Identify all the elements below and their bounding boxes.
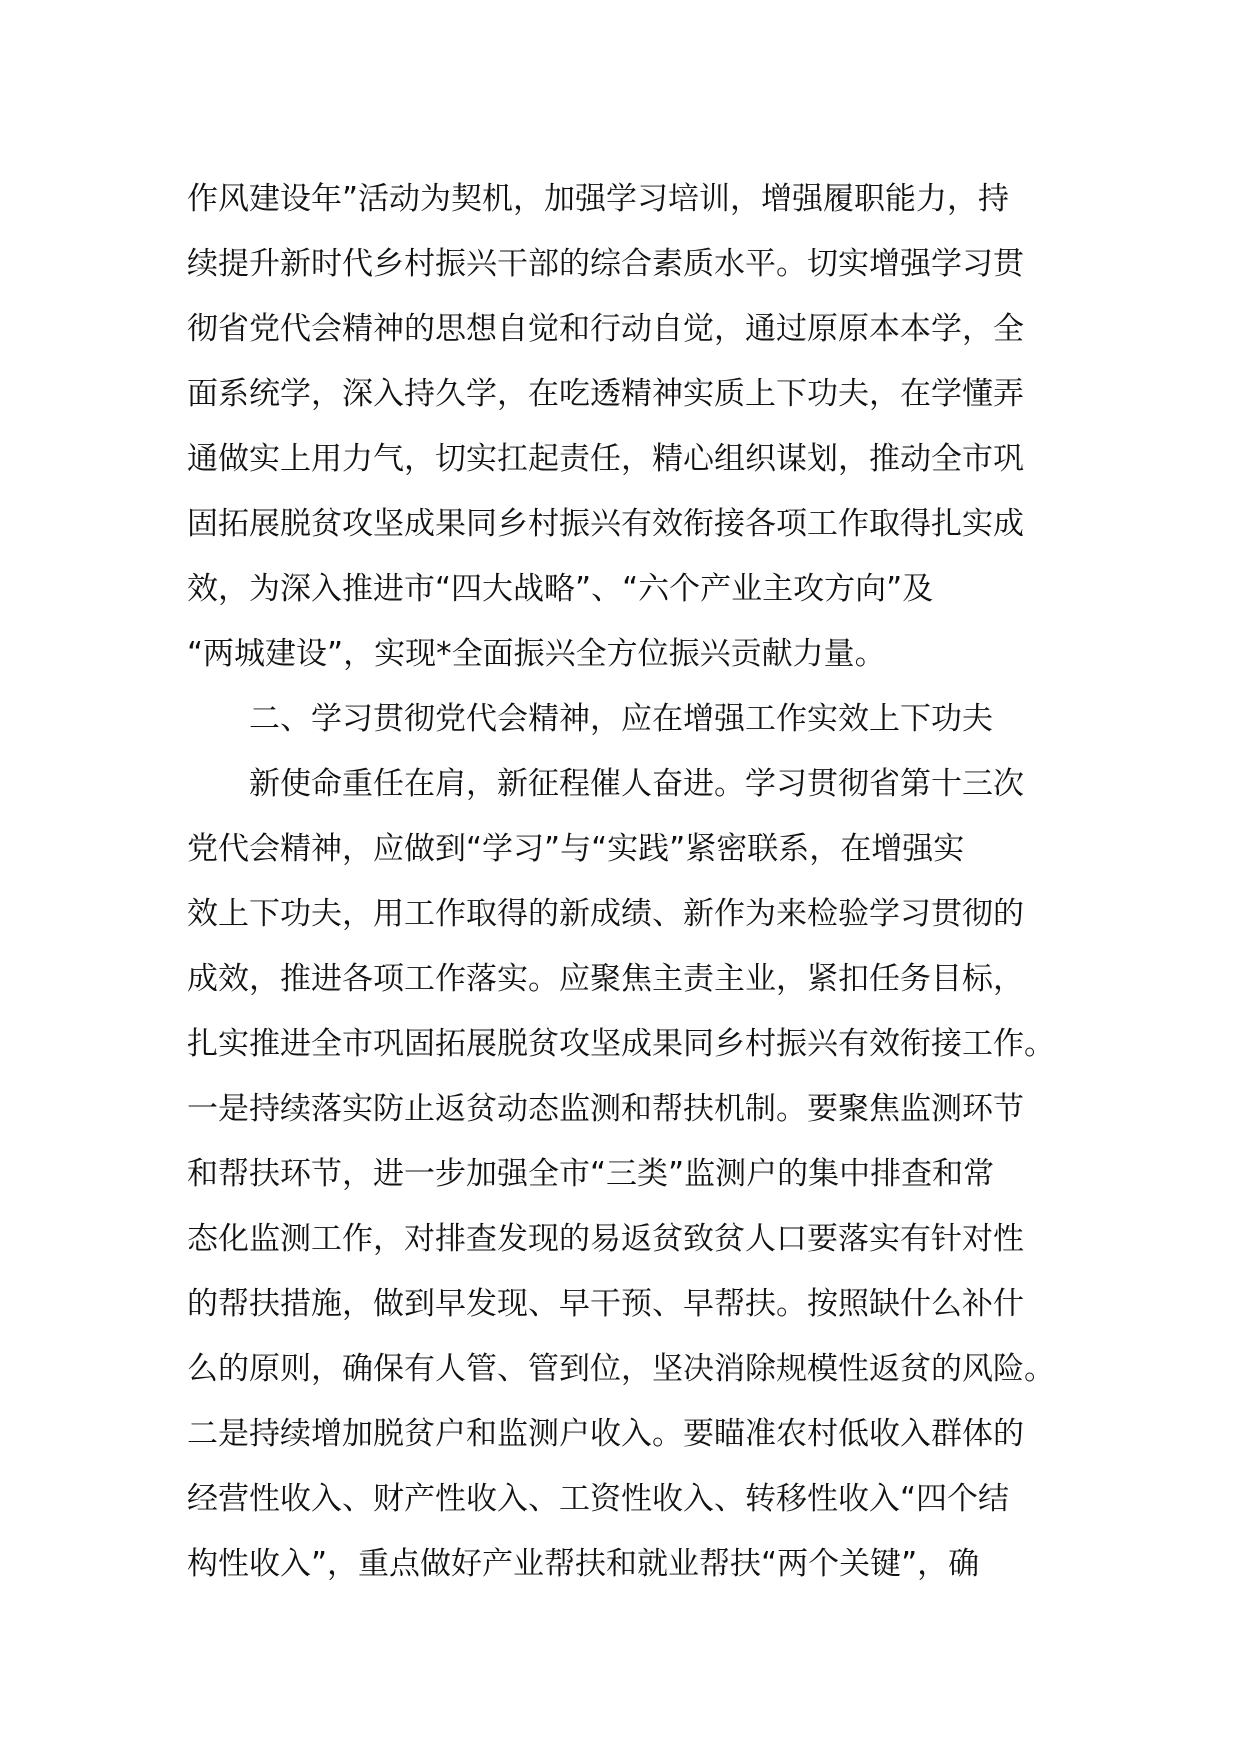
text-line: 效，为深入推进市“四大战略”、“六个产业主攻方向”及 — [187, 571, 934, 607]
text-line: 作风建设年”活动为契机，加强学习培训，增强履职能力，持 — [187, 181, 1010, 217]
text-line: 固拓展脱贫攻坚成果同乡村振兴有效衔接各项工作取得扎实成 — [187, 506, 1024, 542]
document-body — [187, 167, 1067, 1597]
text-line: 成效，推进各项工作落实。应聚焦主责主业，紧扣任务目标， — [187, 961, 1024, 997]
section-heading: 二、学习贯彻党代会精神，应在增强工作实效上下功夫 — [249, 701, 993, 737]
text-line: 效上下功夫，用工作取得的新成绩、新作为来检验学习贯彻的 — [187, 896, 1024, 932]
text-line: 新使命重任在肩，新征程催人奋进。学习贯彻省第十三次 — [249, 766, 1024, 802]
text-line: 和帮扶环节，进一步加强全市“三类”监测户的集中排查和常 — [187, 1156, 995, 1192]
text-line: 面系统学，深入持久学，在吃透精神实质上下功夫，在学懂弄 — [187, 376, 1024, 412]
text-line: 彻省党代会精神的思想自觉和行动自觉，通过原原本本学，全 — [187, 311, 1024, 347]
text-line: 态化监测工作，对排查发现的易返贫致贫人口要落实有针对性 — [187, 1221, 1024, 1257]
text-line: 一是持续落实防止返贫动态监测和帮扶机制。要聚焦监测环节 — [187, 1091, 1024, 1127]
text-line: 扎实推进全市巩固拓展脱贫攻坚成果同乡村振兴有效衔接工作。 — [187, 1026, 1055, 1062]
text-line: 的帮扶措施，做到早发现、早干预、早帮扶。按照缺什么补什 — [187, 1286, 1024, 1322]
text-line: 党代会精神，应做到“学习”与“实践”紧密联系，在增强实 — [187, 831, 965, 867]
text-line: 经营性收入、财产性收入、工资性收入、转移性收入“四个结 — [187, 1481, 1010, 1517]
text-line: 续提升新时代乡村振兴干部的综合素质水平。切实增强学习贯 — [187, 246, 1024, 282]
text-line: 构性收入”，重点做好产业帮扶和就业帮扶“两个关键”，确 — [187, 1546, 980, 1582]
text-line: 么的原则，确保有人管、管到位，坚决消除规模性返贫的风险。 — [187, 1351, 1055, 1387]
text-line: 二是持续增加脱贫户和监测户收入。要瞄准农村低收入群体的 — [187, 1416, 1024, 1452]
text-line: 通做实上用力气，切实扛起责任，精心组织谋划，推动全市巩 — [187, 441, 1024, 477]
text-line: “两城建设”，实现*全面振兴全方位振兴贡献力量。 — [187, 636, 886, 672]
